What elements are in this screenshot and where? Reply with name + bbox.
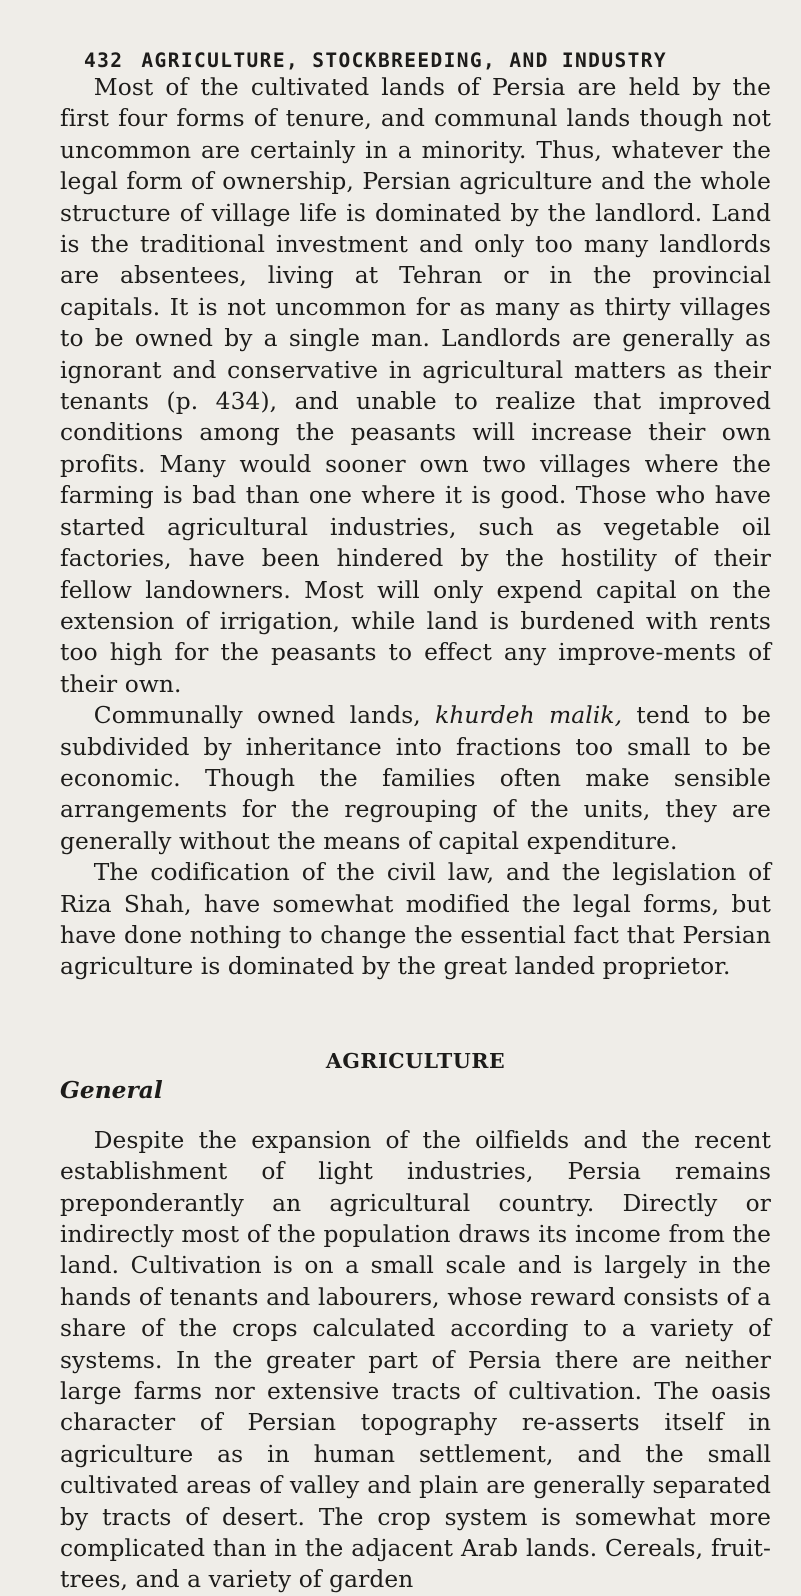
running-head	[84, 48, 771, 74]
paragraph-general: Despite the expansion of the oilfields and the recent establishment of light industries, Persia remains preponderantly an agricultural country. Directly or indirectly most of the population draws its income from the land. Cultivation is on a small scale and is largely in the hands of tenants and labourers, whose reward consists of a share of the crops calculated according to a variety of systems. In the greater part of Persia there are neither large farms nor extensive tracts of cultivation. The oasis character of Persian topography re-asserts itself in agriculture as in human settlement, and the small cultivated areas of valley and plain are generally separated by tracts of desert. The crop system is somewhat more complicated than in the adjacent Arab lands. Cereals, fruit-trees, and a variety of garden	[60, 1126, 771, 1594]
paragraph-communal-lands-end: tend to be subdivided by inheritance into fractions too small to be economic. Though the families often make sensible arrangements for the regrouping of the units, they are generally without the means of capital expenditure.	[60, 702, 771, 855]
term-khurdeh-malik: khurdeh malik,	[435, 702, 623, 730]
paragraph-communal-lands-start: Communally owned lands,	[93, 702, 436, 730]
page-number: 432	[84, 49, 124, 72]
paragraph-communal-lands	[60, 700, 771, 857]
running-title: AGRICULTURE, STOCKBREEDING, AND INDUSTRY	[141, 49, 668, 72]
section-heading: AGRICULTURE	[325, 1048, 506, 1073]
paragraph-civil-law: The codification of the civil law, and the legislation of Riza Shah, have somewhat modified the legal forms, but have done nothing to change the essential fact that Persian agriculture is dominated by the great landed proprietor.	[60, 859, 771, 981]
body-text	[60, 72, 771, 1596]
subsection-heading: General	[60, 1076, 163, 1104]
paragraph-tenure: Most of the cultivated lands of Persia are held by the first four forms of tenure, and communal lands though not uncommon are certainly in a minority. Thus, whatever the legal form of ownership, Persian agriculture and the whole structure of village life is dominated by the landlord. Land is the traditional investment and only too many landlords are absentees, living at Tehran or in the provincial capitals. It is not uncommon for as many as thirty villages to be owned by a single man. Landlords are generally as ignorant and conservative in agricultural matters as their tenants (p. 434), and unable to realize that improved conditions among the peasants will increase their own profits. Many would sooner own two villages where the farming is bad than one where it is good. Those who have started agricultural industries, such as vegetable oil factories, have been hindered by the hostility of their fellow landowners. Most will only expend capital on the extension of irrigation, while land is burdened with rents too high for the peasants to effect any improve-ments of their own.	[60, 74, 771, 698]
